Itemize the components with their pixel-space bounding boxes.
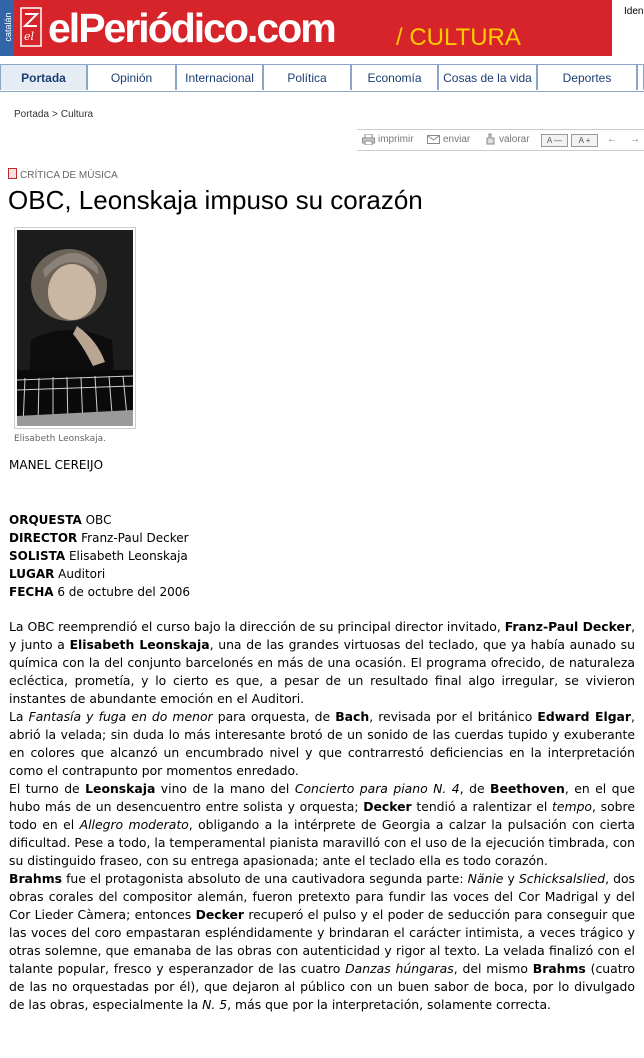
breadcrumb-home[interactable]: Portada [14,109,50,120]
tab-internacional[interactable]: Internacional [176,64,263,90]
article-toolbar [357,129,644,151]
credit-line [9,583,190,601]
svg-text:el: el [24,30,35,43]
kicker-label: CRÍTICA DE MÚSICA [20,170,118,181]
send-label[interactable]: enviar [443,134,471,145]
article-kicker [8,168,118,181]
tab-more[interactable] [637,64,644,90]
language-switch[interactable] [0,0,14,56]
paragraph: La OBC reemprendió el curso bajo la dirección de su principal director invitado, Franz-Paul Decker, y junto a Elisabeth Leonskaja, una de las grandes virtuosas del teclado, que ya había aunado su química con la del conjunto barcelonés en más de una ocasión. El programa ofrecido, de naturaleza ecléctica, prometía, y lo cierto es que, a pesar de un resultado final algo irregular, se vivieron instantes de abundante emoción en el Auditori. [9,619,636,706]
photo-caption: Elisabeth Leonskaja. [14,434,106,444]
credit-value: 6 de octubre del 2006 [57,585,191,599]
tab-politica[interactable]: Política [263,64,351,90]
credit-label: ORQUESTA [9,513,82,527]
font-smaller-button[interactable] [541,134,568,147]
site-name[interactable]: elPeriódico.com [48,5,335,51]
credit-line [9,547,190,565]
tab-opinion[interactable]: Opinión [87,64,176,90]
paragraph: La Fantasía y fuga en do menor para orquesta, de Bach, revisada por el británico Edward Elgar, abrió la velada; sin duda lo más interesante brotó de un sonido de las cuerdas tupido y exuberante en colores que alcanzó un encumbrado nivel y que contrarrestó deficiencias en la interpretación como el contrapunto por momentos enredado. [9,709,635,778]
concert-credits [9,511,190,601]
breadcrumb-separator: > [52,109,58,120]
envelope-icon [427,135,440,144]
credit-line [9,529,190,547]
credit-value: Franz-Paul Decker [81,531,189,545]
photo-image [17,230,133,426]
pianist-portrait [17,230,133,426]
font-larger-label: A [578,136,584,145]
back-button[interactable] [607,133,617,147]
credit-label: SOLISTA [9,549,66,563]
credit-value: Elisabeth Leonskaja [68,549,188,563]
printer-icon [362,134,375,145]
credit-line [9,565,190,583]
tab-portada[interactable]: Portada [0,64,87,90]
forward-button[interactable] [630,133,640,147]
print-button[interactable] [362,133,414,147]
paragraph: Brahms fue el protagonista absoluto de una cautivadora segunda parte: Nänie y Schicksalslied, dos obras corales del compositor alemán, fueron pretexto para fundir las voces del Cor Madrigal y del Cor Lieder Càmera; entonces Decker recuperó el pulso y el poder de seducción para conseguir que las voces del coro empastaran espléndidamente y brindaran el carácter intimista, a veces trágico y otras solemne, que emanaba de las obras con autenticidad y rigor al texto. La velada finalizó con el talante popular, fresco y esperanzador de las cuatro Danzas húngaras, del mismo Brahms (cuatro de las no orquestadas por él), que dejaron al público con un buen sabor de boca, por lo divulgado de las obras, especialmente la N. 5, más que por la interpretación, solamente correcta. [9,871,636,1012]
font-larger-button[interactable] [571,134,598,147]
credit-label: FECHA [9,585,54,599]
breadcrumb-current[interactable]: Cultura [60,109,94,120]
language-switch-label[interactable]: catalán [3,12,13,42]
newspaper-logo-icon[interactable] [20,6,42,48]
tab-cosas-de-la-vida[interactable]: Cosas de la vida [438,64,537,90]
document-icon [8,168,17,179]
minus-icon: — [551,136,563,145]
credit-value: OBC [85,513,112,527]
rate-button[interactable] [485,133,530,147]
ident-link[interactable]: Iden [624,6,644,17]
print-label[interactable]: imprimir [378,134,414,145]
credit-label: DIRECTOR [9,531,78,545]
forward-arrow-icon[interactable]: → [630,134,640,145]
font-smaller-label: A [546,136,552,145]
article-headline: OBC, Leonskaja impuso su corazón [8,185,423,215]
site-header [0,0,644,56]
tab-deportes[interactable]: Deportes [537,64,637,90]
article-photo[interactable] [14,227,136,429]
hand-icon [485,133,496,145]
ident-area [612,0,644,56]
send-button[interactable] [427,133,470,147]
back-arrow-icon[interactable]: ← [607,134,617,145]
article-body [9,618,635,1014]
credit-value: Auditori [58,567,106,581]
credit-label: LUGAR [9,567,55,581]
plus-icon: + [583,136,591,145]
tab-economia[interactable]: Economía [351,64,438,90]
breadcrumb [14,109,93,120]
article-author: MANEL CEREIJO [9,458,104,472]
credit-line [9,511,190,529]
paragraph: El turno de Leonskaja vino de la mano del Concierto para piano N. 4, de Beethoven, en el que hubo más de un desencuentro entre solista y orquesta; Decker tendió a ralentizar el tempo, sobre todo en el Allegro moderato, obligando a la intérprete de Georgia a calzar la pulsación con cierta dificultad. Pese a todo, la temperamental pianista maravilló con el uso de la ejecución timbrada, con su distinguido fraseo, con su entrega apasionada; ante el teclado ella es todo corazón. [9,781,636,868]
rate-label[interactable]: valorar [499,134,530,145]
main-nav [0,64,644,92]
section-name[interactable]: / CULTURA [396,24,521,51]
